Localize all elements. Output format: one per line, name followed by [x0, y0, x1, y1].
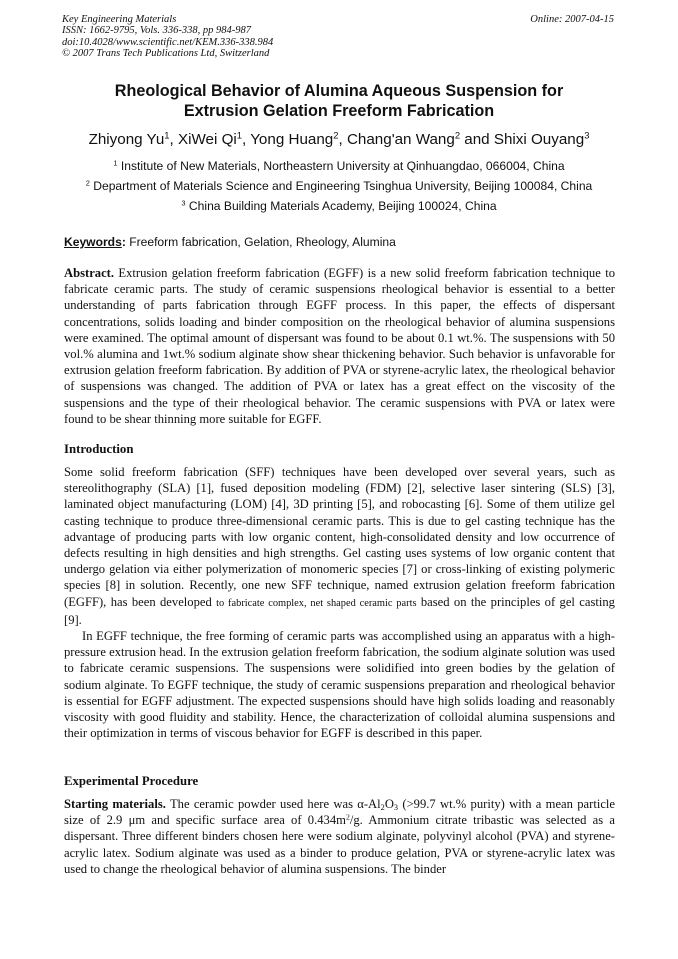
affiliation-number: 2 — [85, 178, 90, 188]
subscript: 3 — [393, 803, 399, 813]
doi-line: doi:10.4028/www.scientific.net/KEM.336-338.984 — [62, 36, 274, 48]
author-name: Shixi Ouyang — [493, 131, 585, 148]
paragraph-text: /g. Ammonium citrate tribastic was selected as a dispersant. Three different binders chosen here were sodium alginate, polyvinyl alcohol (PVA) and styrene-acrylic latex. Sodium alginate was used as a binder to produce gelation, PVA or styrene-acrylic latex was used to change the rheological behavior of alumina suspensions. The binder — [64, 813, 615, 876]
keywords-label: Keywords — [64, 235, 122, 249]
superscript: 2 — [345, 812, 350, 822]
author-list — [20, 131, 658, 149]
affiliation-text: Institute of New Materials, Northeastern University at Qinhuangdao, 066004, China — [117, 159, 565, 173]
affiliation-number: 1 — [113, 158, 118, 168]
introduction-heading: Introduction — [64, 442, 134, 456]
paper-title — [40, 82, 638, 121]
keywords-colon: : — [121, 235, 126, 249]
author-separator: , — [338, 131, 347, 148]
affiliation-1 — [20, 159, 658, 173]
affiliation-2 — [20, 179, 658, 193]
author-name: Chang'an Wang — [346, 131, 455, 148]
title-line-1: Rheological Behavior of Alumina Aqueous Suspension for — [114, 82, 564, 100]
subscript: 2 — [380, 803, 385, 813]
journal-header — [62, 14, 273, 60]
paragraph-text: The ceramic powder used here was α-Al — [165, 797, 381, 811]
title-line-2: Extrusion Gelation Freeform Fabrication — [183, 101, 495, 120]
introduction-body — [64, 464, 615, 741]
keywords-text: Freeform fabrication, Gelation, Rheology, Alumina — [125, 235, 396, 249]
author-separator: , — [242, 131, 251, 148]
paragraph-small-text: to fabricate complex, net shaped ceramic parts — [216, 597, 417, 609]
starting-materials-label: Starting materials. — [64, 797, 166, 811]
author-name: XiWei Qi — [177, 131, 237, 148]
abstract-text: Extrusion gelation freeform fabrication (EGFF) is a new solid freeform fabrication technique to fabricate ceramic parts. The study of ceramic suspensions rheological behavior is essential to a better understanding of parts fabrication through EGFF process. In this paper, the effects of dispersant concentrations, solids loading and binder composition on the rheological behavior of alumina suspensions were examined. The optimal amount of dispersant was found to be about 0.1 wt.%. The suspensions with 50 vol.% alumina and 1wt.% sodium alginate show shear thickening behavior. Such behavior is unfavorable for extrusion gelation freeform fabrication. By addition of PVA or styrene-acrylic latex, the rheological behavior of suspensions was changed. The addition of PVA or latex has a great effect on the viscosity of the suspensions and the type of their rheological behavior. The ceramic suspensions with PVA or latex were found to be shear thinning more suitable for EGFF. — [64, 266, 615, 426]
paragraph-text: (>99.7 wt.% purity) with a mean particle size of 2.9 μm and specific surface area of 0.434m — [64, 797, 615, 828]
paragraph-text: O — [384, 797, 394, 811]
copyright-line: © 2007 Trans Tech Publications Ltd, Switzerland — [62, 48, 270, 60]
experimental-body — [64, 796, 615, 877]
issn-line: ISSN: 1662-9795, Vols. 336-338, pp 984-987 — [62, 25, 251, 37]
author-affiliation-mark: 1 — [164, 129, 170, 141]
paragraph-text: based on the principles of gel casting [9]. — [64, 594, 615, 627]
author-separator: and — [460, 131, 494, 148]
author-affiliation-mark: 2 — [333, 129, 339, 141]
abstract-paragraph — [64, 265, 615, 427]
keywords-line — [64, 235, 396, 249]
paragraph-text: Some solid freeform fabrication (SFF) techniques have been developed over several years, such as stereolithography (SLA) [1], fused deposition modeling (FDM) [2], selective laser sintering (SLS) [3], laminated object manufacturing (LOM) [4], 3D printing [5], and robocasting [6]. Some of them utilize gel casting technique to produce three-dimensional ceramic parts. This is due to gel casting technique has the advantage of producing parts with low organic content, high-consolidated density and low occurrence of defects resulting in high densities and high strengths. Gel casting uses systems of low organic content that undergo gelation via either polymerization of monomeric species [7] or cross-linking of existing polymeric species [8] in solution. Recently, one new SFF technique, named extrusion gelation freeform fabrication (EGFF), has been developed — [64, 465, 615, 609]
experimental-heading: Experimental Procedure — [64, 774, 199, 788]
affiliation-3 — [20, 199, 658, 213]
abstract-label: Abstract. — [64, 266, 115, 280]
author-separator: , — [169, 131, 178, 148]
journal-name: Key Engineering Materials — [62, 14, 177, 25]
author-affiliation-mark: 1 — [236, 129, 243, 141]
author-affiliation-mark: 2 — [454, 129, 461, 141]
affiliation-number: 3 — [181, 198, 186, 208]
online-date: Online: 2007-04-15 — [530, 14, 614, 25]
introduction-paragraph-1 — [64, 464, 615, 628]
author-affiliation-mark: 3 — [584, 129, 590, 141]
affiliation-text: Department of Materials Science and Engineering Tsinghua University, Beijing 100084, China — [89, 179, 593, 193]
author-name: Zhiyong Yu — [88, 131, 165, 148]
introduction-paragraph-2: In EGFF technique, the free forming of ceramic parts was accomplished using an apparatus with a high-pressure extrusion head. In the extrusion gelation freeform fabrication, the sodium alginate solution was used to fabricate ceramic suspensions. The suspensions were solidified into green bodies by the gelation of sodium alginate. To EGFF technique, the study of ceramic suspensions preparation and rheological behavior is essential for EGFF adjustment. The expected suspensions should have high solids loading and reasonably viscosity with good fluidity and stability. Hence, the characterization of colloidal alumina suspensions and their optimization in terms of viscous behavior for EGFF is described in this paper. — [64, 629, 615, 741]
author-name: Yong Huang — [250, 131, 334, 148]
affiliation-text: China Building Materials Academy, Beijing 100024, China — [185, 199, 497, 213]
